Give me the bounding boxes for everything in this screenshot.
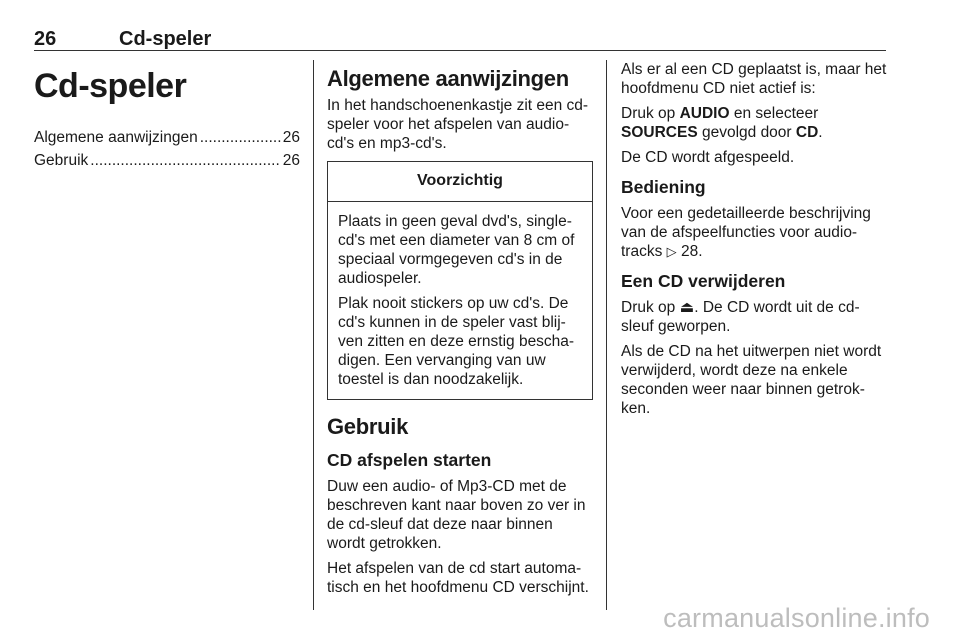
section-heading-usage: Gebruik (327, 414, 409, 439)
audio-key-label: AUDIO (679, 105, 730, 122)
page-number: 26 (34, 28, 57, 50)
paragraph: Duw een audio- of Mp3-CD met de beschreven kant naar boven zo ver in de cd-sleuf dat deze naar binnen wordt getrokken. (327, 478, 586, 552)
subheading-start: CD afspelen starten (327, 450, 492, 470)
caution-title: Voorzichtig (328, 162, 592, 202)
sources-key-label: SOURCES (621, 124, 698, 141)
toc-entry-page: 26 (282, 152, 300, 169)
column-divider (313, 60, 314, 610)
paragraph: In het handschoenenkastje zit een cd-speler voor het afspelen van audio-cd's en mp3-cd's. (327, 97, 589, 152)
caution-paragraph: Plak nooit stickers op uw cd's. De cd's kunnen in de speler vast blij-ven zitten en deze ernstig bescha-digen. Een vervanging van uw toestel is dan noodzakelijk. (338, 295, 575, 388)
chapter-title: Cd-speler (34, 67, 187, 105)
column-right (621, 60, 887, 424)
caution-body (328, 202, 592, 399)
paragraph-eject (621, 298, 887, 336)
column-middle (327, 60, 593, 603)
toc-entry-label: Gebruik (34, 152, 89, 169)
toc-entry[interactable] (34, 151, 300, 170)
running-title: Cd-speler (119, 28, 212, 50)
cd-key-label: CD (795, 124, 819, 141)
subheading-operation: Bediening (621, 177, 706, 197)
caution-paragraph: Plaats in geen geval dvd's, single-cd's met een diameter van 8 cm of speciaal vormgegeven cd's in de audiospeler. (338, 213, 575, 287)
subheading-eject: Een CD verwijderen (621, 271, 786, 291)
paragraph-operation (621, 204, 887, 261)
toc-leader (200, 128, 281, 147)
eject-icon: ⏏ (679, 299, 695, 316)
paragraph: Het afspelen van de cd start automa-tisch en het hoofdmenu CD verschijnt. (327, 560, 589, 596)
toc-entry-label: Algemene aanwijzingen (34, 129, 198, 146)
paragraph: Als er al een CD geplaatst is, maar het hoofdmenu CD niet actief is: (621, 61, 887, 97)
column-toc (34, 60, 300, 174)
text: Druk op (621, 299, 680, 316)
toc-entry-page: 26 (282, 129, 300, 146)
text: . De CD wordt uit de cd-sleuf geworpen. (621, 299, 860, 335)
text: . (818, 124, 823, 141)
page-header (34, 28, 886, 51)
paragraph: De CD wordt afgespeeld. (621, 149, 795, 166)
paragraph-press-audio (621, 104, 887, 142)
watermark: carmanualsonline.info (663, 603, 930, 633)
paragraph: Als de CD na het uitwerpen niet wordt verwijderd, wordt deze na enkele seconden weer naar binnen getrok-ken. (621, 343, 882, 417)
column-divider (606, 60, 607, 610)
text: gevolgd door (697, 124, 796, 141)
text: Druk op (621, 105, 680, 122)
toc-leader (90, 151, 280, 170)
toc-entry[interactable] (34, 128, 300, 147)
caution-box (327, 161, 593, 400)
text: en selecteer (729, 105, 819, 122)
page-reference[interactable]: 28. (680, 243, 703, 260)
section-heading-general: Algemene aanwijzingen (327, 66, 569, 91)
text: Voor een gedetailleerde beschrijving van de afspeelfuncties voor audio-tracks (621, 205, 871, 260)
xref-triangle-icon: ▷ (666, 244, 677, 259)
